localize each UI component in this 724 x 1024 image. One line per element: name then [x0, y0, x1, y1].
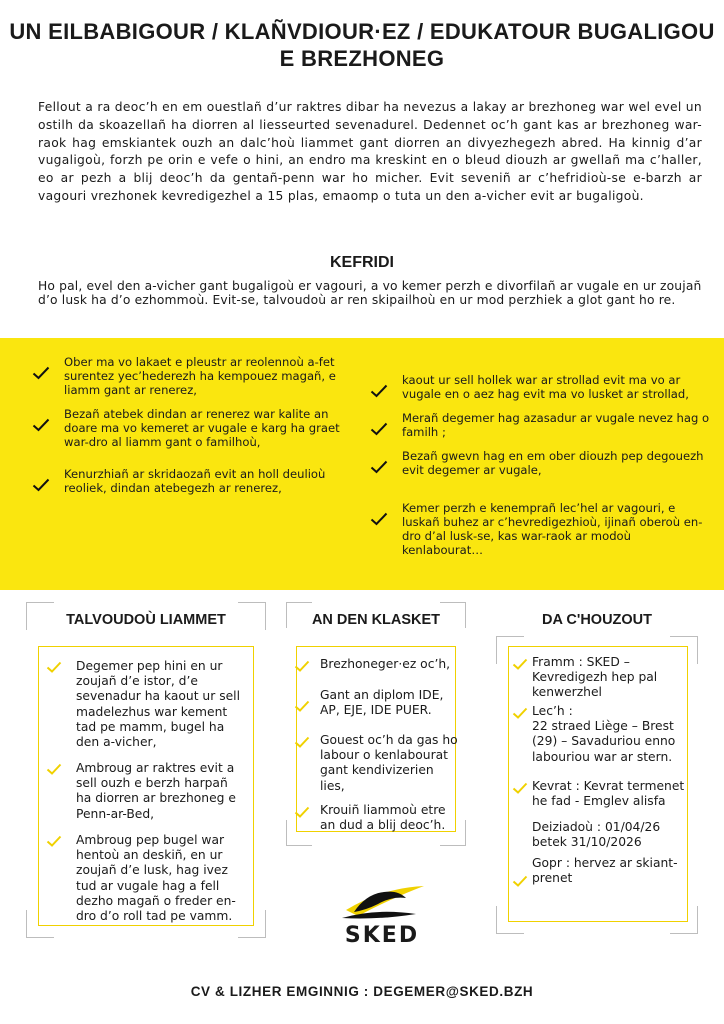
mission-item-text: Ober ma vo lakaet e pleustr ar reolennoù a-fet surentez yec’hederezh ha kempouez magañ, e liamm gant ar renerez, — [64, 355, 336, 397]
kefridi-text: Ho pal, evel den a-vicher gant bugaligoù er vagouri, a vo kemer perzh e divorfilañ ar vugale en ur zoujañ d’o lusk ha d’o ezhommoù. Evit-se, talvoudoù ar ren skipailhoù en ur mod perzhiek a glot gant ho re. — [38, 279, 702, 308]
checkmark-icon — [46, 763, 62, 775]
corner-bracket — [440, 602, 466, 628]
mission-item-text: Kenurzhiañ ar skridaozañ evit an holl deulioù reoliek, dindan atebegezh ar renerez, — [64, 467, 326, 495]
houzout-item-text: Gopr : hervez ar skiant-prenet — [532, 856, 678, 886]
klasket-item — [294, 657, 460, 672]
sked-logo-mark — [336, 880, 428, 924]
mission-item-text: Merañ degemer hag azasadur ar vugale nevez hag o familh ; — [402, 411, 710, 439]
talvoudou-item-text: Ambroug ar raktres evit a sell ouzh e berzh harpañ ha diorren ar brezhoneg e Penn-ar-Bed, — [76, 761, 236, 821]
klasket-item-text: Gouest oc’h da gas ho labour o kenlabourat gant kendivizerien lies, — [320, 733, 458, 793]
mission-item — [32, 356, 352, 398]
page-title — [0, 18, 724, 72]
mission-item-text: kaout ur sell hollek war ar strollad evit ma vo ar vugale en o aez hag evit ma vo lusket ar strollad, — [402, 373, 689, 401]
houzout-heading: DA C'HOUZOUT — [541, 612, 653, 628]
checkmark-icon — [370, 384, 388, 398]
houzout-item-text: Deiziadoù : 01/04/26 betek 31/10/2026 — [532, 820, 661, 850]
title-line-1: UN EILBABIGOUR / KLAÑVDIOUR·EZ / EDUKATOUR BUGALIGOU — [9, 19, 715, 44]
mission-item-text: Kemer perzh e kenemprañ lec’hel ar vagouri, e luskañ buhez ar c’hevredigezhioù, ijinañ oberoù en-dro d’al lusk-se, kas war-raok ar modoù kenlabourat… — [402, 501, 703, 557]
talvoudou-item — [46, 833, 246, 924]
houzout-item-text: Kevrat : Kevrat termenet he fad - Emglev alisfa — [532, 779, 685, 809]
mission-item — [32, 408, 352, 450]
checkmark-icon — [32, 366, 50, 380]
corner-bracket — [26, 602, 54, 630]
checkmark-icon — [512, 875, 528, 887]
talvoudou-item — [46, 761, 246, 822]
checkmark-icon — [294, 660, 310, 672]
houzout-item — [512, 655, 688, 701]
mission-item-text: Bezañ atebek dindan ar renerez war kalite an doare ma vo kemeret ar vugale e karg ha graet war-dro al liamm gant o familhoù, — [64, 407, 340, 449]
checkmark-icon — [370, 512, 388, 526]
checkmark-icon — [32, 418, 50, 432]
klasket-item — [294, 733, 460, 794]
checkmark-icon — [512, 707, 528, 719]
sked-logo-word: SKED — [344, 923, 420, 948]
checkmark-icon — [46, 661, 62, 673]
checkmark-icon — [46, 835, 62, 847]
title-line-2: E BREZHONEG — [279, 46, 445, 71]
talvoudou-item-text: Degemer pep hini en ur zoujañ d’e istor, d’e sevenadur ha kaout ur sell madelezhus war kement tad pe mamm, bugel ha den a-vicher, — [76, 659, 240, 750]
klasket-item — [294, 688, 460, 718]
checkmark-icon — [294, 700, 310, 712]
talvoudou-item-text: Ambroug pep bugel war hentoù an deskiñ, en ur zoujañ d’e lusk, hag ivez tud ar vugale hag a fell dezho magañ o freder en-dro d’o roll tad pe vamm. — [76, 833, 236, 924]
mission-item — [32, 468, 352, 496]
sked-logo — [336, 880, 428, 950]
klasket-item-text: Gant an diplom IDE, AP, EJE, IDE PUER. — [320, 688, 444, 718]
mission-item — [370, 374, 710, 402]
checkmark-icon — [32, 478, 50, 492]
corner-bracket — [238, 602, 266, 630]
corner-bracket — [286, 602, 312, 628]
houzout-item — [512, 820, 688, 850]
talvoudou-heading: TALVOUDOÙ LIAMMET — [66, 612, 226, 628]
contact-footer[interactable]: CV & LIZHER EMGINNIG : DEGEMER@SKED.BZH — [190, 984, 534, 999]
talvoudou-item — [46, 659, 246, 750]
klasket-heading: AN DEN KLASKET — [311, 612, 441, 628]
klasket-item-text: Brezhoneger·ez oc’h, — [320, 657, 451, 671]
checkmark-icon — [512, 782, 528, 794]
checkmark-icon — [294, 736, 310, 748]
kefridi-heading: KEFRIDI — [330, 254, 394, 271]
checkmark-icon — [294, 806, 310, 818]
mission-item — [370, 502, 710, 558]
klasket-item-text: Krouiñ liammoù etre an dud a blij deoc’h. — [320, 803, 446, 833]
houzout-item-text: Lec’h : 22 straed Liège – Brest (29) – Savaduriou enno labouriou war ar stern. — [532, 704, 676, 764]
intro-paragraph: Fellout a ra deoc’h en em ouestlañ d’ur raktres dibar ha nevezus a lakay ar brezhoneg war wel evel un ostilh da skoazellañ ha diorren al liesseurted sevenadurel. Dedennet oc’h gant kas ar brezhoneg war-raok hag emskiantek ouzh an dalc’hoù liammet gant diorren an divyezhegezh abred. Ha kinnig d’ar vugaligoù, forzh pe orin e vefe o hini, an endro ma kreskint en o bleud diouzh ar gwellañ ma c’haller, eo ar pezh a blij deoc’h da gentañ-penn war ho micher. Evit seveniñ ar c’hefridioù-se e-barzh ar vagouri vrezhonek kevredigezhel a 15 plas, emaomp o tuta un den a-vicher evit ar bugaligoù. — [38, 100, 702, 203]
checkmark-icon — [512, 658, 528, 670]
houzout-item — [512, 779, 688, 809]
klasket-item — [294, 803, 460, 833]
houzout-item — [512, 704, 688, 765]
checkmark-icon — [370, 460, 388, 474]
mission-item-text: Bezañ gwevn hag en em ober diouzh pep degouezh evit degemer ar vugale, — [402, 449, 704, 477]
houzout-item — [512, 856, 688, 887]
checkmark-icon — [370, 422, 388, 436]
houzout-item-text: Framm : SKED – Kevredigezh hep pal kenwerzhel — [532, 655, 658, 700]
mission-item — [370, 450, 710, 478]
mission-band — [0, 338, 724, 590]
mission-item — [370, 412, 710, 440]
